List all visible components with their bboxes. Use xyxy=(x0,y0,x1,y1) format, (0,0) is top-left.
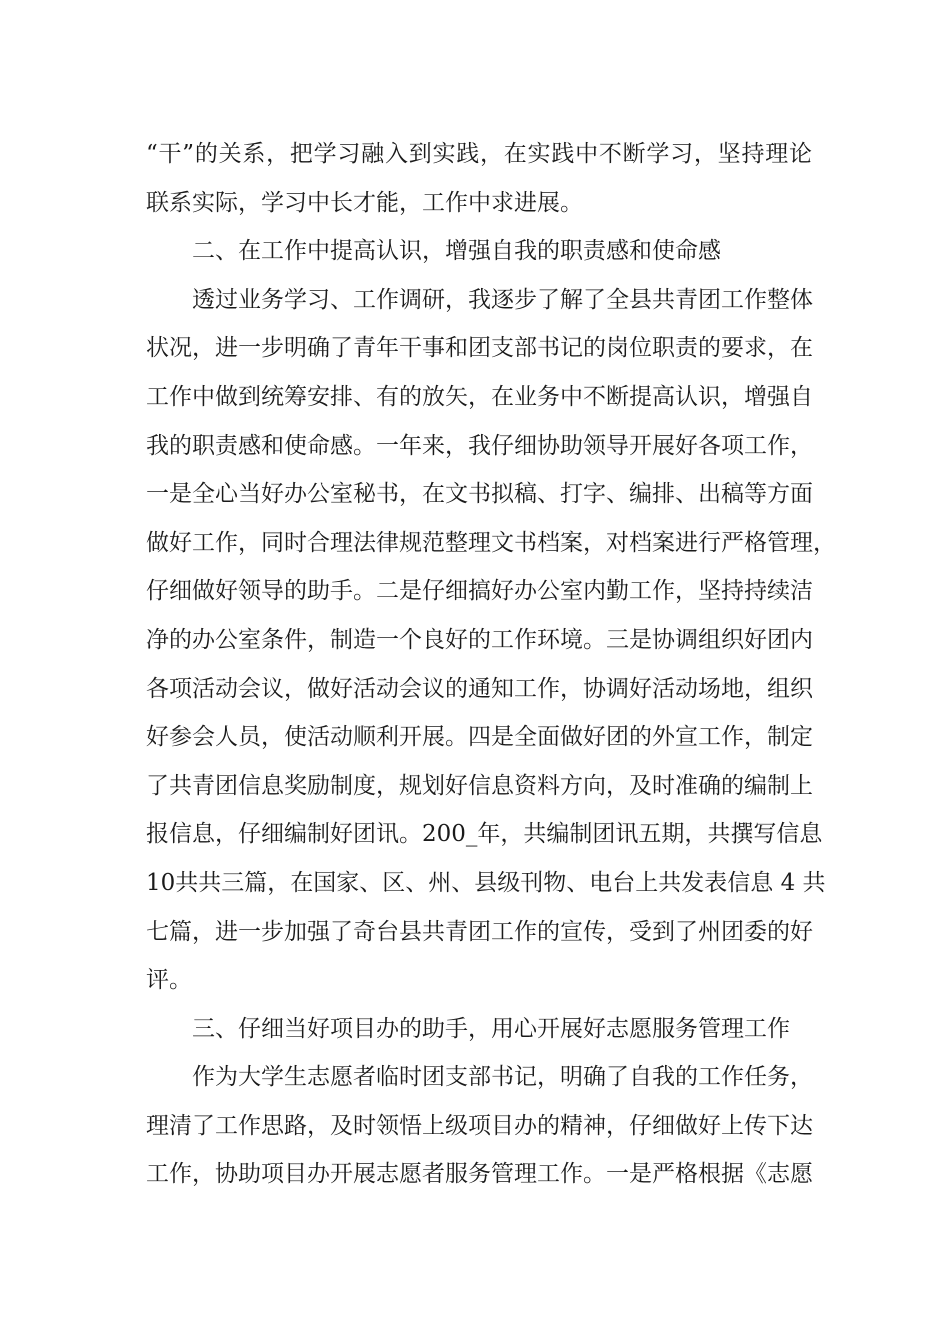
text-line: 仔细做好领导的助手。二是仔细搞好办公室内勤工作，坚持持续洁 xyxy=(146,578,813,605)
text-line: 净的办公室条件，制造一个良好的工作环境。三是协调组织好团内 xyxy=(146,626,813,653)
text-line: 联系实际，学习中长才能，工作中求进展。 xyxy=(146,189,583,216)
text-line: “干”的关系，把学习融入到实践，在实践中不断学习，坚持理论 xyxy=(146,141,812,167)
text-line: 状况，进一步明确了青年干事和团支部书记的岗位职责的要求，在 xyxy=(146,335,813,362)
text-line: 透过业务学习、工作调研，我逐步了解了全县共青团工作整体 xyxy=(192,286,813,313)
text-line: 各项活动会议，做好活动会议的通知工作，协调好活动场地，组织 xyxy=(146,675,813,702)
section-heading: 三、仔细当好项目办的助手，用心开展好志愿服务管理工作 xyxy=(192,1015,790,1042)
text-line: 我的职责感和使命感。一年来，我仔细协助领导开展好各项工作， xyxy=(146,432,813,459)
text-line: 工作，协助项目办开展志愿者服务管理工作。一是严格根据《志愿 xyxy=(146,1161,813,1188)
text-line: 理清了工作思路，及时领悟上级项目办的精神，仔细做好上传下达 xyxy=(146,1112,813,1139)
text-line: 工作中做到统筹安排、有的放矢，在业务中不断提高认识，增强自 xyxy=(146,383,813,410)
text-line: 评。 xyxy=(146,967,192,994)
text-line: 作为大学生志愿者临时团支部书记，明确了自我的工作任务， xyxy=(192,1064,813,1091)
text-line: 一是全心当好办公室秘书，在文书拟稿、打字、编排、出稿等方面 xyxy=(146,481,813,508)
section-heading: 二、在工作中提高认识，增强自我的职责感和使命感 xyxy=(192,238,721,265)
document-body xyxy=(146,130,836,1199)
text-line: 七篇，进一步加强了奇台县共青团工作的宣传，受到了州团委的好 xyxy=(146,918,813,945)
text-line: 好参会人员，使活动顺利开展。四是全面做好团的外宣工作，制定 xyxy=(146,724,813,751)
text-line: 做好工作，同时合理法律规范整理文书档案，对档案进行严格管理， xyxy=(146,529,836,556)
text-line: 10共共三篇，在国家、区、州、县级刊物、电台上共发表信息 4 共 xyxy=(146,869,826,896)
text-line: 了共青团信息奖励制度，规划好信息资料方向，及时准确的编制上 xyxy=(146,772,813,799)
text-line: 报信息，仔细编制好团讯。200_年，共编制团讯五期，共撰写信息 xyxy=(146,821,823,848)
